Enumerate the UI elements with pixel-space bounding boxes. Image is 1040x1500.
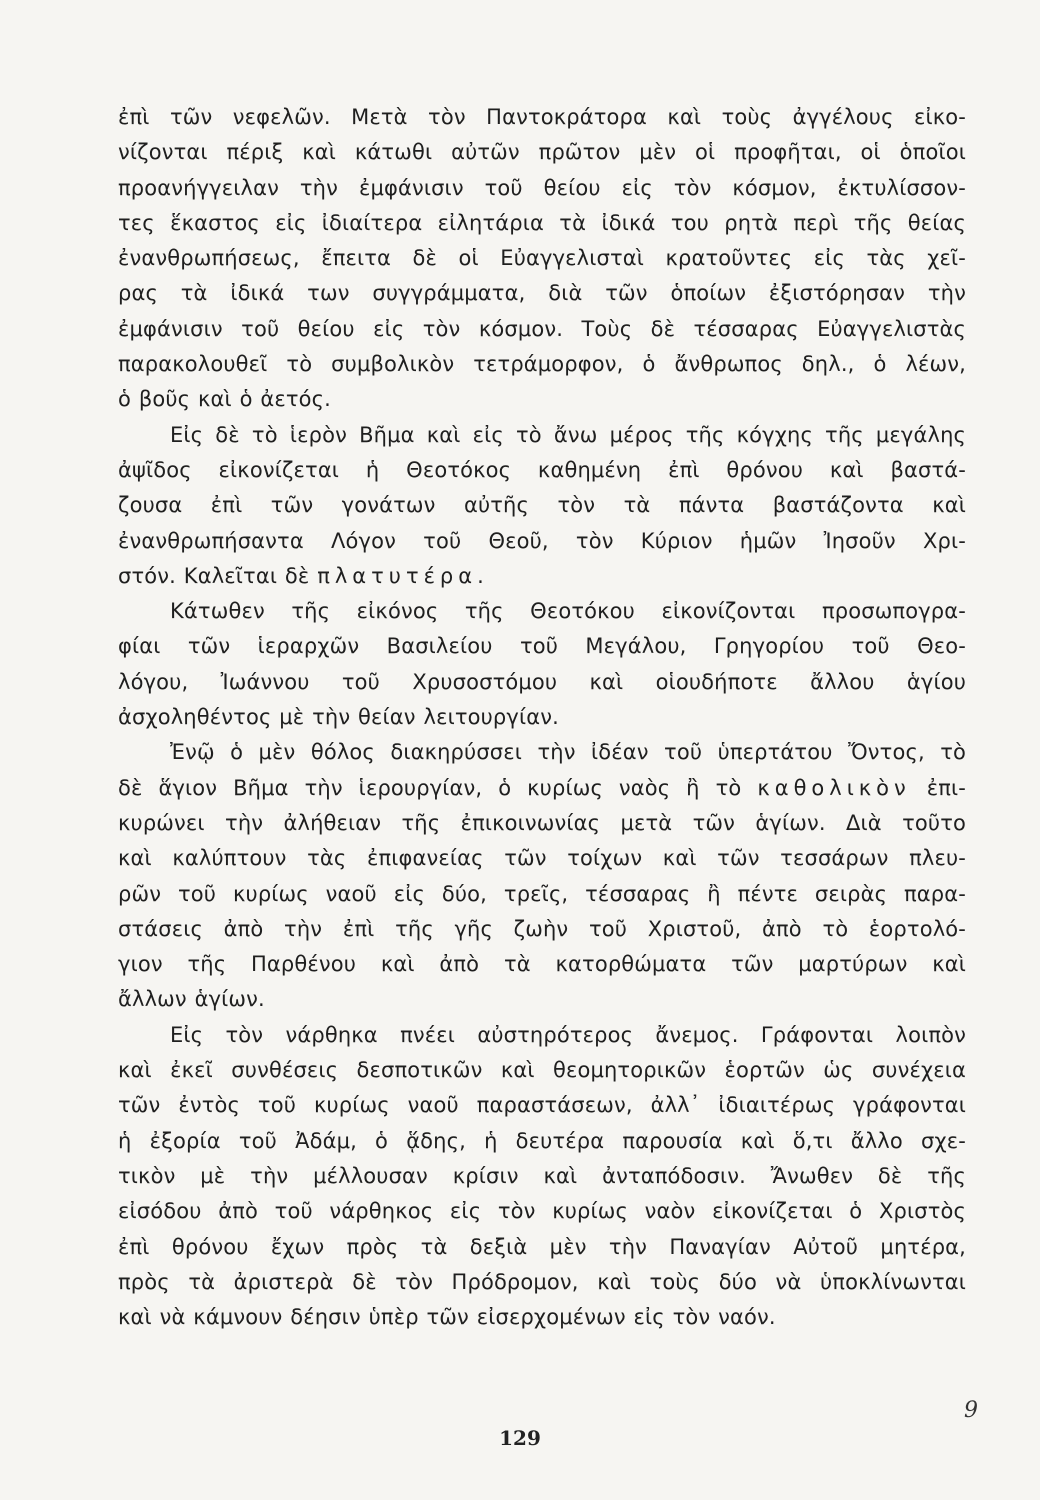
text-line: ὁ βοῦς καὶ ὁ ἀετός. bbox=[118, 387, 331, 412]
emphasized-term: πλατυτέρα bbox=[317, 563, 478, 588]
text-line: ρῶν τοῦ κυρίως ναοῦ εἰς δύο, τρεῖς, τέσσαρας ἢ πέντε σειρὰς παρα- bbox=[118, 881, 966, 906]
text-line: καὶ νὰ κάμνουν δέησιν ὑπὲρ τῶν εἰσερχομένων εἰς τὸν ναόν. bbox=[118, 1305, 776, 1330]
text-line: ἐπὶ θρόνου ἔχων πρὸς τὰ δεξιὰ μὲν τὴν Παναγίαν Αὐτοῦ μητέρα, bbox=[118, 1234, 966, 1259]
signature-mark: 9 bbox=[964, 1398, 978, 1423]
text-line: νίζονται πέριξ καὶ κάτωθι αὐτῶν πρῶτον μὲν οἱ προφῆται, οἱ ὁποῖοι bbox=[118, 140, 966, 165]
text-line: καὶ ἐκεῖ συνθέσεις δεσποτικῶν καὶ θεομητορικῶν ἑορτῶν ὡς συνέχεια bbox=[118, 1058, 966, 1083]
text-line: ἄλλων ἁγίων. bbox=[118, 987, 265, 1012]
text-line: ἡ ἐξορία τοῦ Ἀδάμ, ὁ ᾅδης, ἡ δευτέρα παρουσία καὶ ὅ,τι ἄλλο σχε- bbox=[118, 1128, 966, 1153]
text-line: ἀσχοληθέντος μὲ τὴν θείαν λειτουργίαν. bbox=[118, 705, 559, 730]
text-line: τῶν ἐντὸς τοῦ κυρίως ναοῦ παραστάσεων, ἀλλ᾽ ἰδιαιτέρως γράφονται bbox=[118, 1093, 966, 1118]
text-line: στόν. Καλεῖται δὲ πλατυτέρα. bbox=[118, 563, 484, 588]
text-line: ρας τὰ ἰδικά των συγγράμματα, διὰ τῶν ὁποίων ἐξιστόρησαν τὴν bbox=[118, 281, 966, 306]
body-text bbox=[118, 100, 966, 1335]
paragraph bbox=[118, 594, 966, 735]
text-line: εἰσόδου ἀπὸ τοῦ νάρθηκος εἰς τὸν κυρίως ναὸν εἰκονίζεται ὁ Χριστὸς bbox=[118, 1199, 966, 1224]
text-line: πρὸς τὰ ἀριστερὰ δὲ τὸν Πρόδρομον, καὶ τοὺς δύο νὰ ὑποκλίνωνται bbox=[118, 1269, 966, 1294]
text-line: ἐπὶ τῶν νεφελῶν. Μετὰ τὸν Παντοκράτορα καὶ τοὺς ἀγγέλους εἰκο- bbox=[118, 105, 966, 129]
text-line: στάσεις ἀπὸ τὴν ἐπὶ τῆς γῆς ζωὴν τοῦ Χριστοῦ, ἀπὸ τὸ ἑορτολό- bbox=[118, 916, 966, 941]
text-line: ἀψῖδος εἰκονίζεται ἡ Θεοτόκος καθημένη ἐπὶ θρόνου καὶ βαστά- bbox=[118, 457, 966, 482]
text-line: δὲ ἅγιον Βῆμα τὴν ἱερουργίαν, ὁ κυρίως ναὸς ἢ τὸ καθολικὸν ἐπι- bbox=[118, 775, 966, 800]
paragraph bbox=[118, 735, 966, 1017]
text-line: ἐνανθρωπήσεως, ἔπειτα δὲ οἱ Εὐαγγελισταὶ κρατοῦντες εἰς τὰς χεῖ- bbox=[118, 246, 966, 271]
paragraph bbox=[118, 1018, 966, 1336]
text-line: γιον τῆς Παρθένου καὶ ἀπὸ τὰ κατορθώματα τῶν μαρτύρων καὶ bbox=[118, 952, 966, 977]
text-line: κυρώνει τὴν ἀλήθειαν τῆς ἐπικοινωνίας μετὰ τῶν ἁγίων. Διὰ τοῦτο bbox=[118, 810, 966, 835]
emphasized-term: καθολικὸν bbox=[757, 775, 911, 800]
text-line: τες ἕκαστος εἰς ἰδιαίτερα εἰλητάρια τὰ ἰδικά του ρητὰ περὶ τῆς θείας bbox=[118, 210, 966, 235]
text-line: λόγου, Ἰωάννου τοῦ Χρυσοστόμου καὶ οἱουδήποτε ἄλλου ἁγίου bbox=[118, 669, 966, 694]
text-line: φίαι τῶν ἱεραρχῶν Βασιλείου τοῦ Μεγάλου, Γρηγορίου τοῦ Θεο- bbox=[118, 634, 966, 659]
text-line: Εἰς τὸν νάρθηκα πνέει αὐστηρότερος ἄνεμος. Γράφονται λοιπὸν bbox=[170, 1022, 966, 1047]
text-line: Εἰς δὲ τὸ ἱερὸν Βῆμα καὶ εἰς τὸ ἄνω μέρος τῆς κόγχης τῆς μεγάλης bbox=[170, 422, 966, 447]
paragraph bbox=[118, 100, 966, 418]
text-line: ἐνανθρωπήσαντα Λόγον τοῦ Θεοῦ, τὸν Κύριον ἡμῶν Ἰησοῦν Χρι- bbox=[118, 528, 966, 553]
text-line: τικὸν μὲ τὴν μέλλουσαν κρίσιν καὶ ἀνταπόδοσιν. Ἄνωθεν δὲ τῆς bbox=[118, 1163, 966, 1188]
text-line: ἐμφάνισιν τοῦ θείου εἰς τὸν κόσμον. Τοὺς δὲ τέσσαρας Εὐαγγελιστὰς bbox=[118, 316, 966, 341]
page-number: 129 bbox=[499, 1426, 541, 1450]
text-line: ζουσα ἐπὶ τῶν γονάτων αὐτῆς τὸν τὰ πάντα βαστάζοντα καὶ bbox=[118, 493, 966, 518]
text-line: παρακολουθεῖ τὸ συμβολικὸν τετράμορφον, ὁ ἄνθρωπος δηλ., ὁ λέων, bbox=[118, 352, 966, 377]
text-line: καὶ καλύπτουν τὰς ἐπιφανείας τῶν τοίχων καὶ τῶν τεσσάρων πλευ- bbox=[118, 846, 966, 871]
text-line: Κάτωθεν τῆς εἰκόνος τῆς Θεοτόκου εἰκονίζονται προσωπογρα- bbox=[170, 599, 966, 624]
text-line: προανήγγειλαν τὴν ἐμφάνισιν τοῦ θείου εἰς τὸν κόσμον, ἐκτυλίσσον- bbox=[118, 175, 966, 200]
text-line: Ἐνῷ ὁ μὲν θόλος διακηρύσσει τὴν ἰδέαν τοῦ ὑπερτάτου Ὄντος, τὸ bbox=[170, 740, 966, 765]
paragraph bbox=[118, 418, 966, 594]
